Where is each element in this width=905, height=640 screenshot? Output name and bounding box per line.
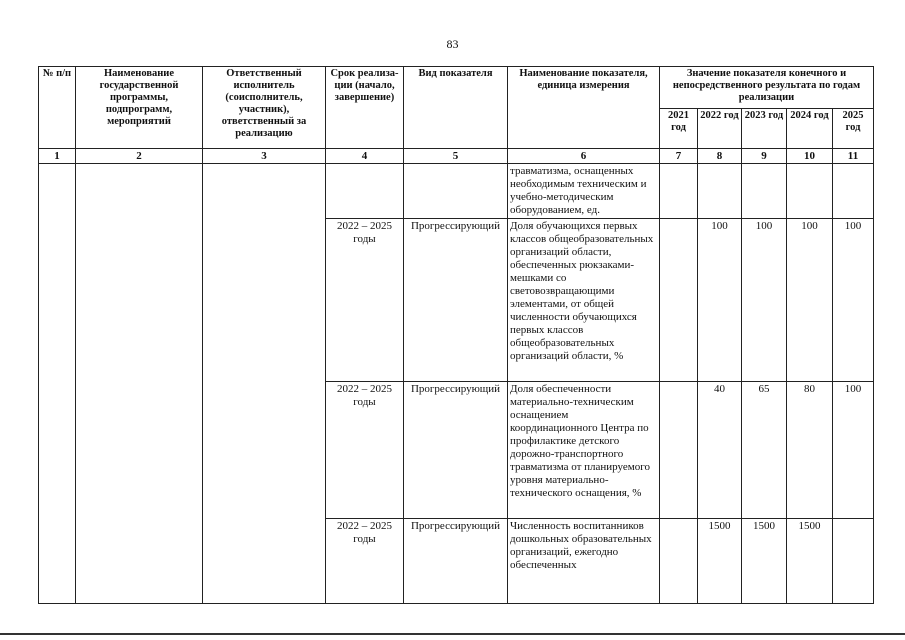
page-number: 83 <box>446 37 459 51</box>
column-number: 2 <box>76 149 203 164</box>
cell-value-2024: 1500 <box>787 519 833 604</box>
cell-value-2021 <box>660 164 698 219</box>
header-year-2022: 2022 год <box>698 109 742 149</box>
header-year-2021: 2021 год <box>660 109 698 149</box>
cell-value-2022: 1500 <box>698 519 742 604</box>
cell-value-2023: 1500 <box>742 519 787 604</box>
indicators-table <box>38 66 874 604</box>
cell-term: 2022 – 2025 годы <box>326 219 404 382</box>
column-number: 5 <box>404 149 508 164</box>
cell-type: Прогрессирующий <box>404 382 508 519</box>
header-type: Вид показателя <box>404 67 508 149</box>
column-number: 8 <box>698 149 742 164</box>
column-number: 9 <box>742 149 787 164</box>
cell-term: 2022 – 2025 годы <box>326 382 404 519</box>
header-term: Срок реализа-ции (начало, завершение) <box>326 67 404 149</box>
cell-indicator: травматизма, оснащенных необходимым техническим и учебно-методическим оборудованием, ед. <box>508 164 660 219</box>
header-indicator: Наименование показателя, единица измерения <box>508 67 660 149</box>
cell-type: Прогрессирующий <box>404 219 508 382</box>
cell-indicator: Доля обеспеченности материально-техническим оснащением координационного Центра по профилактике детского дорожно-транспортного травматизма от планируемого уровня материально-технического оснащения, % <box>508 382 660 519</box>
header-year-2023: 2023 год <box>742 109 787 149</box>
cell-value-2025 <box>833 164 874 219</box>
cell-value-2021 <box>660 382 698 519</box>
header-values-group: Значение показателя конечного и непосредственного результата по годам реализации <box>660 67 874 109</box>
column-number: 11 <box>833 149 874 164</box>
column-numbers-row <box>39 149 874 164</box>
cell-num <box>39 164 76 604</box>
header-year-2024: 2024 год <box>787 109 833 149</box>
table-row <box>39 164 874 219</box>
cell-program <box>76 164 203 604</box>
cell-indicator: Доля обучающихся первых классов общеобразовательных организаций области, обеспеченных рюкзаками-мешками со световозвращающими элементами, от общей численности обучающихся первых классов общеобразовательных организаций области, % <box>508 219 660 382</box>
column-number: 4 <box>326 149 404 164</box>
cell-value-2022: 100 <box>698 219 742 382</box>
cell-indicator: Численность воспитанников дошкольных образовательных организаций, ежегодно обеспеченных <box>508 519 660 604</box>
page-bottom-border <box>0 633 905 635</box>
cell-value-2022 <box>698 164 742 219</box>
cell-value-2023: 100 <box>742 219 787 382</box>
cell-executor <box>203 164 326 604</box>
cell-value-2024 <box>787 164 833 219</box>
column-number: 10 <box>787 149 833 164</box>
cell-value-2025: 100 <box>833 382 874 519</box>
column-number: 7 <box>660 149 698 164</box>
header-year-2025: 2025 год <box>833 109 874 149</box>
cell-value-2022: 40 <box>698 382 742 519</box>
cell-value-2025: 100 <box>833 219 874 382</box>
header-executor: Ответственный исполнитель (соисполнитель, участник), ответственный за реализацию <box>203 67 326 149</box>
cell-value-2024: 100 <box>787 219 833 382</box>
cell-type: Прогрессирующий <box>404 519 508 604</box>
cell-type <box>404 164 508 219</box>
cell-value-2024: 80 <box>787 382 833 519</box>
cell-value-2023: 65 <box>742 382 787 519</box>
cell-value-2021 <box>660 519 698 604</box>
column-number: 1 <box>39 149 76 164</box>
cell-term: 2022 – 2025 годы <box>326 519 404 604</box>
cell-value-2021 <box>660 219 698 382</box>
column-number: 6 <box>508 149 660 164</box>
header-program: Наименование государственной программы, подпрограмм, мероприятий <box>76 67 203 149</box>
cell-term <box>326 164 404 219</box>
column-number: 3 <box>203 149 326 164</box>
cell-value-2025 <box>833 519 874 604</box>
header-num: № п/п <box>39 67 76 149</box>
cell-value-2023 <box>742 164 787 219</box>
